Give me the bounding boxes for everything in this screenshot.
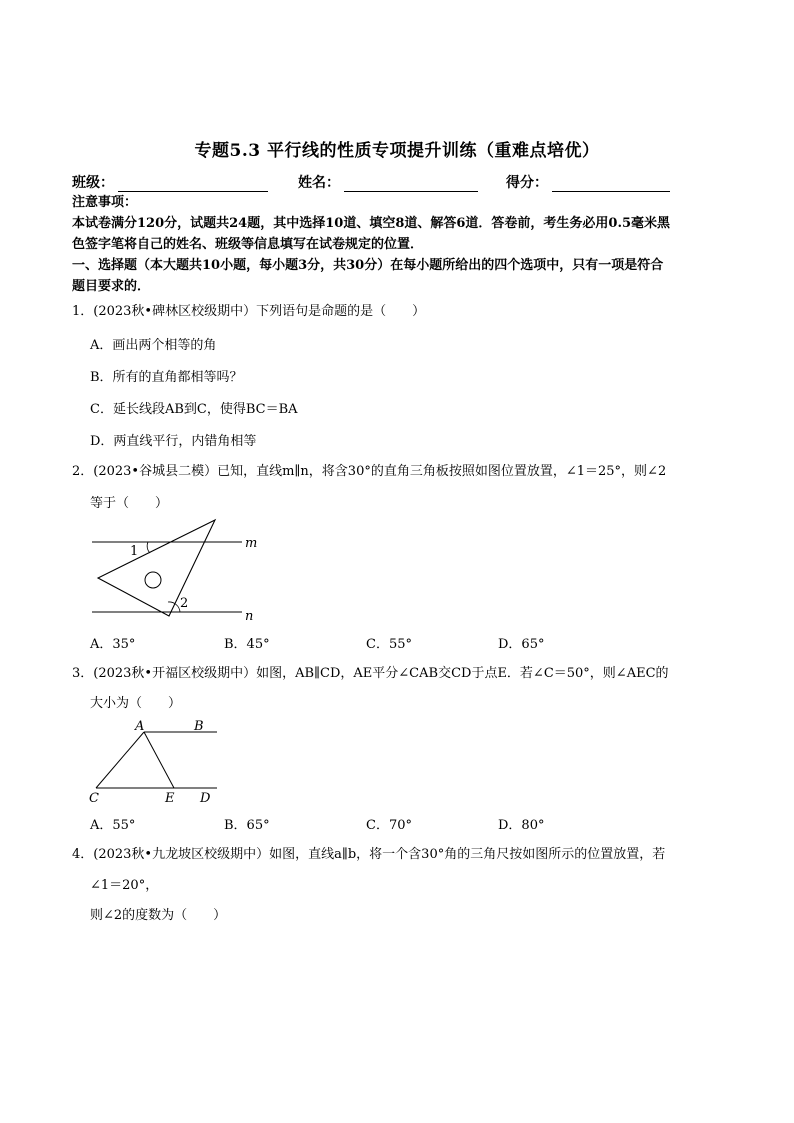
name-blank[interactable] [344,177,478,192]
label-e: E [165,791,175,806]
label-n: n [245,609,254,622]
question-2-option-d[interactable]: D．65° [498,637,545,652]
notes-line-2: 色签字笔将自己的姓名、班级等信息填写在试卷规定的位置． [72,237,424,252]
segment-ae [144,732,174,788]
label-angle-1: 1 [130,544,139,559]
label-a: A [135,719,145,734]
question-4-stem-line-2: ∠1＝20°， [90,878,159,893]
name-field [298,172,478,192]
question-1-option-a[interactable]: A．画出两个相等的角 [90,338,217,353]
class-field [72,172,268,192]
ruler-hole [145,572,161,588]
label-d: D [200,791,211,806]
notes-heading: 注意事项： [72,195,138,210]
question-3-option-b[interactable]: B．65° [224,818,270,833]
question-4-stem-line-1: 4．(2023秋•九龙坡区校级期中）如图，直线a∥b，将一个含30°角的三角尺按如图所示的位置放置，若 [72,847,666,862]
question-3-option-c[interactable]: C．70° [366,818,412,833]
question-3-figure [86,718,226,808]
angle-2-arc [168,602,180,612]
question-3-option-d[interactable]: D．80° [498,818,545,833]
name-label: 姓名： [298,175,340,191]
question-2-stem-line-2: 等于（ ） [90,496,169,511]
score-blank[interactable] [552,177,670,192]
question-2-figure [88,514,268,622]
class-label: 班级： [72,175,114,191]
segment-ac [96,732,144,788]
label-angle-2: 2 [180,596,189,611]
question-4-stem-line-3: 则∠2的度数为（ ） [90,908,227,923]
label-c: C [89,791,99,806]
question-2-option-b[interactable]: B．45° [224,637,270,652]
question-2-option-c[interactable]: C．55° [366,637,412,652]
triangle-ruler [98,520,215,616]
question-3-stem-line-2: 大小为（ ） [90,696,182,711]
page-title: 专题5.3 平行线的性质专项提升训练（重难点培优） [194,141,600,161]
question-2-stem-line-1: 2．(2023•谷城县二模）已知，直线m∥n，将含30°的直角三角板按照如图位置放置，∠1＝25°，则∠2 [72,464,667,479]
section-heading-line-1: 一、选择题（本大题共10小题，每小题3分，共30分）在每小题所给出的四个选项中，只有一项是符合 [72,258,664,273]
notes-line-1: 本试卷满分120分，试题共24题，其中选择10道、填空8道、解答6道．答卷前，考生务必用0.5毫米黑 [72,216,671,231]
question-1-option-d[interactable]: D．两直线平行，内错角相等 [90,434,257,449]
section-heading-line-2: 题目要求的． [72,279,151,294]
question-2-option-a[interactable]: A．35° [90,637,136,652]
angle-1-arc [147,542,150,553]
label-m: m [245,536,258,551]
question-1-option-c[interactable]: C．延长线段AB到C，使得BC＝BA [90,402,298,417]
score-field [506,172,670,192]
question-3-option-a[interactable]: A．55° [90,818,136,833]
class-blank[interactable] [118,177,268,192]
question-1-stem: 1．(2023秋•碑林区校级期中）下列语句是命题的是（ ） [72,304,426,319]
label-b: B [194,719,204,734]
question-3-stem-line-1: 3．(2023秋•开福区校级期中）如图，AB∥CD，AE平分∠CAB交CD于点E．若∠C＝50°，则∠AEC的 [72,666,669,681]
question-1-option-b[interactable]: B．所有的直角都相等吗？ [90,370,243,385]
score-label: 得分： [506,175,548,191]
